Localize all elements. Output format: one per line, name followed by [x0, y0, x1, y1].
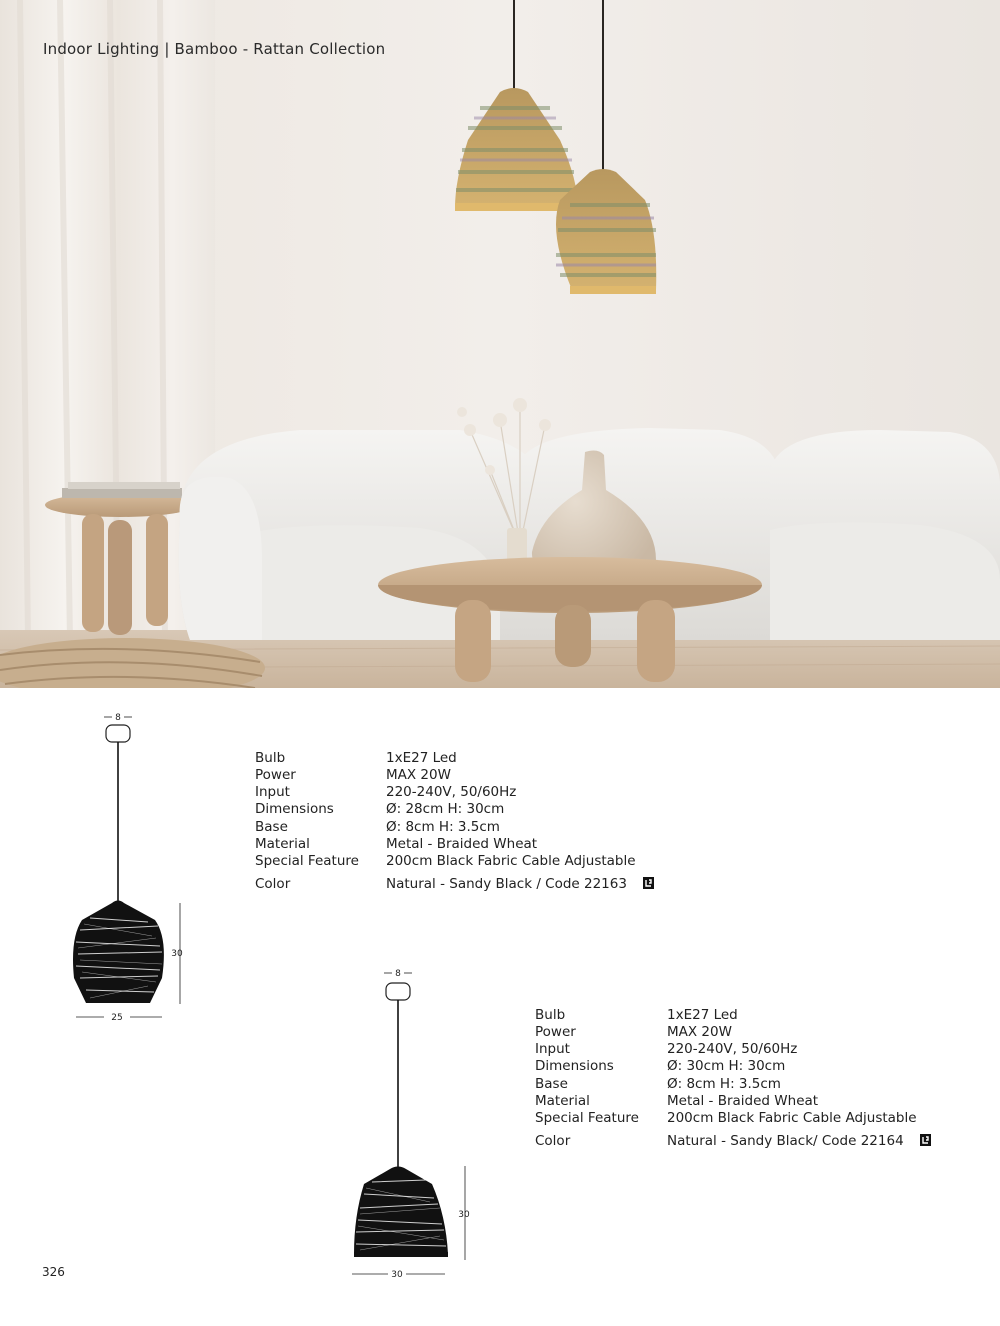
- spec-value: Metal - Braided Wheat: [386, 836, 538, 852]
- ce-mark-icon: [920, 1134, 931, 1146]
- spec-label: Color: [255, 876, 291, 892]
- ceiling-canopy-icon: [386, 983, 410, 1000]
- product-1-technical-drawing: [60, 708, 200, 1028]
- product-2-technical-drawing: [340, 964, 480, 1284]
- spec-value: Ø: 8cm H: 3.5cm: [667, 1076, 781, 1092]
- product-2-base-dim-label: 8: [395, 969, 401, 979]
- spec-label: Dimensions: [255, 801, 334, 817]
- spec-value: 220-240V, 50/60Hz: [386, 784, 517, 800]
- spec-value: 1xE27 Led: [667, 1007, 738, 1023]
- product-1-height-dim-label: 30: [171, 949, 183, 959]
- spec-value: MAX 20W: [667, 1024, 732, 1040]
- page-number: 326: [42, 1265, 65, 1279]
- lamp-shade-icon: [73, 901, 164, 1004]
- spec-value: Metal - Braided Wheat: [667, 1093, 819, 1109]
- spec-label: Input: [255, 784, 290, 800]
- spec-label: Special Feature: [255, 853, 359, 869]
- product-2-width-dim-label: 30: [391, 1270, 403, 1280]
- spec-value: 1xE27 Led: [386, 750, 457, 766]
- spec-label: Input: [535, 1041, 570, 1057]
- product-1-specs: [255, 750, 655, 900]
- product-2-specs: [535, 1007, 935, 1157]
- spec-label: Bulb: [255, 750, 286, 766]
- spec-value: MAX 20W: [386, 767, 451, 783]
- spec-label: Material: [535, 1093, 590, 1109]
- spec-value: Natural - Sandy Black / Code 22163: [386, 876, 627, 892]
- spec-value: Ø: 30cm H: 30cm: [667, 1058, 786, 1074]
- spec-label: Dimensions: [535, 1058, 614, 1074]
- lamp-shade-icon: [354, 1167, 448, 1258]
- spec-label: Special Feature: [535, 1110, 639, 1126]
- spec-value: 200cm Black Fabric Cable Adjustable: [386, 853, 636, 869]
- page-title: Indoor Lighting | Bamboo - Rattan Collection: [43, 40, 386, 58]
- spec-label: Base: [535, 1076, 568, 1092]
- spec-label: Base: [255, 819, 288, 835]
- spec-label: Power: [535, 1024, 576, 1040]
- spec-value: Ø: 28cm H: 30cm: [386, 801, 505, 817]
- spec-label: Material: [255, 836, 310, 852]
- spec-value: 220-240V, 50/60Hz: [667, 1041, 798, 1057]
- product-1-base-dim-label: 8: [115, 713, 121, 723]
- spec-label: Power: [255, 767, 296, 783]
- product-2-height-dim-label: 30: [458, 1210, 470, 1220]
- spec-value: 200cm Black Fabric Cable Adjustable: [667, 1110, 917, 1126]
- ceiling-canopy-icon: [106, 725, 130, 742]
- ce-mark-icon: [643, 877, 654, 889]
- spec-value: Natural - Sandy Black/ Code 22164: [667, 1133, 904, 1149]
- spec-value: Ø: 8cm H: 3.5cm: [386, 819, 500, 835]
- spec-label: Bulb: [535, 1007, 566, 1023]
- spec-label: Color: [535, 1133, 571, 1149]
- product-1-width-dim-label: 25: [111, 1013, 123, 1023]
